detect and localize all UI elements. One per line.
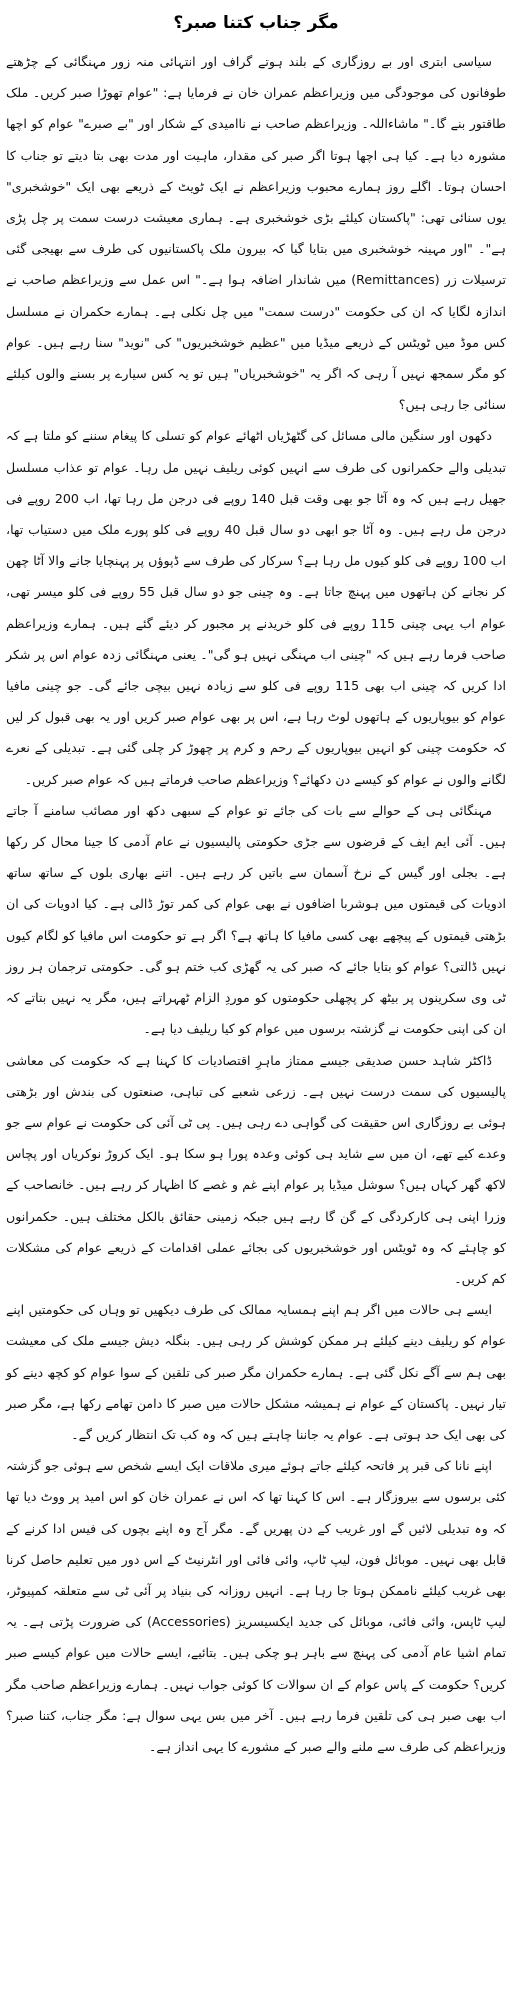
article-paragraph: ڈاکٹر شاہد حسن صدیقی جیسے ممتاز ماہرِ اقتصادیات کا کہنا ہے کہ حکومت کی معاشی پالیسیوں کی سمت درست نہیں ہے۔ زرعی شعبے کی تباہی، صنعتوں کی بندش اور بڑھتی ہوئی بے روزگاری اس حقیقت کی گواہی دے رہی ہیں۔ پی ٹی آئی کی حکومت نے عوام سے جو وعدے کیے تھے، ان میں سے شاید ہی کوئی وعدہ پورا ہو سکا ہو۔ ایک کروڑ نوکریاں اور پچاس لاکھ گھر کہاں ہیں؟ سوشل میڈیا پر عوام اپنے غم و غصے کا اظہار کر رہے ہیں۔ خانصاحب کے وزرا اپنی ہی کارکردگی کے گن گا رہے ہیں جبکہ زمینی حقائق بالکل مختلف ہیں۔ حکمرانوں کو چاہئے کہ وہ ٹویٹس اور خوشخبریوں کی بجائے عملی اقدامات کے ذریعے عوام کی مشکلات کم کریں۔ <box>6 1052 506 1286</box>
article-paragraph: سیاسی ابتری اور بے روزگاری کے بلند ہوتے گراف اور انتہائی منہ زور مہنگائی کے چڑھتے طوفانوں کی موجودگی میں وزیراعظم عمران خان نے فرمایا ہے: "عوام تھوڑا صبر کریں۔ ملک طاقتور بنے گا۔" ماشاءاللہ۔ وزیراعظم صاحب نے ناامیدی کے شکار اور "بے صبرے" عوام کو اچھا مشورہ دیا ہے۔ کیا ہی اچھا ہوتا اگر صبر کی مقدار، ماہیت اور مدت بھی بتا دیتے تو جناب کا احسان ہوتا۔ اگلے روز ہمارے محبوب وزیراعظم نے ایک ٹویٹ کے ذریعے بھی ایک "خوشخبری" یوں سنائی تھی: "پاکستان کیلئے بڑی خوشخبری ہے۔ ہماری معیشت درست سمت پر چل پڑی ہے"۔ "اور مہینہ خوشخبری میں بتایا گیا کہ بیرون ملک پاکستانیوں کی طرف سے بھیجی گئی ترسیلات زر (Remittances) میں شاندار اضافہ ہوا ہے۔" اس عمل سے وزیراعظم صاحب نے اندازہ لگایا کہ ان کی حکومت "درست سمت" میں چل نکلی ہے۔ ہمارے حکمران نے مسلسل کس موڈ میں ٹویٹس کے ذریعے میڈیا میں "عظیم خوشخبریوں" کی "نوید" سنا رہے ہیں۔ عوام کو مگر سمجھ نہیں آ رہی کہ اگر یہ "خوشخبریاں" ہیں تو یہ کس سیارے پر بسنے والوں کیلئے سنائی جا رہی ہیں؟ <box>6 54 506 413</box>
article-paragraph: مہنگائی ہی کے حوالے سے بات کی جائے تو عوام کے سبھی دکھ اور مصائب سامنے آ جاتے ہیں۔ آئی ایم ایف کے قرضوں سے جڑی حکومتی پالیسیوں نے عام آدمی کا جینا محال کر رکھا ہے۔ بجلی اور گیس کے نرخ آسمان سے باتیں کر رہے ہیں۔ اتنے بھاری بلوں کے ساتھ ساتھ ادویات کی قیمتوں میں ہوشربا اضافوں نے بھی عوام کی کمر توڑ ڈالی ہے۔ کیا ادویات کی ان بڑھتی قیمتوں کے پیچھے بھی کسی مافیا کا ہاتھ ہے؟ اگر ہے تو حکومت اس مافیا کو لگام کیوں نہیں ڈالتی؟ عوام کو بتایا جائے کہ صبر کی یہ گھڑی کب ختم ہو گی۔ حکومتی ترجمان ہر روز ٹی وی سکرینوں پر بیٹھ کر پچھلی حکومتوں کو موردِ الزام ٹھہراتے ہیں، مگر یہ نہیں بتاتے کہ ان کی اپنی حکومت نے گزشتہ برسوں میں عوام کو کیا ریلیف دیا ہے۔ <box>6 802 506 1037</box>
article-paragraph: اپنے نانا کی قبر پر فاتحہ کیلئے جاتے ہوئے میری ملاقات ایک ایسے شخص سے ہوئی جو گزشتہ کئی برسوں سے بیروزگار ہے۔ اس کا کہنا تھا کہ اس نے عمران خان کو اس امید پر ووٹ دیا تھا کہ وہ تبدیلی لائیں گے اور غریب کے دن پھریں گے۔ مگر آج وہ اپنے بچوں کی فیس ادا کرنے کے قابل بھی نہیں۔ موبائل فون، لیپ ٹاپ، وائی فائی اور انٹرنیٹ کے اس دور میں تعلیم حاصل کرنا بھی غریب کیلئے ناممکن ہوتا جا رہا ہے۔ انہیں روزانہ کی بنیاد پر آئی ٹی سے متعلقہ کمپیوٹر، لیپ ٹاپس، وائی فائی، موبائل کی جدید ایکسیسریز (Accessories) کی ضرورت پڑتی ہے۔ یہ تمام اشیا عام آدمی کی پہنچ سے باہر ہو چکی ہیں۔ بتائیے، ایسے حالات میں عوام کیسے صبر کریں؟ حکومت کے پاس عوام کے ان سوالات کا کوئی جواب نہیں۔ ہمارے وزیراعظم صاحب مگر اب بھی صبر ہی کی تلقین فرما رہے ہیں۔ آخر میں بس یہی سوال ہے: مگر جناب، کتنا صبر؟ وزیراعظم کی طرف سے ملنے والے صبر کے مشورے کا یہی انداز ہے۔ <box>6 1458 506 1754</box>
article-headline: مگر جناب کتنا صبر؟ <box>173 13 339 33</box>
article-body <box>6 46 506 1762</box>
article-paragraph: دکھوں اور سنگین مالی مسائل کی گٹھڑیاں اٹھائے عوام کو تسلی کا پیغام سننے کو ملتا ہے کہ تبدیلی والے حکمرانوں کی طرف سے انہیں کوئی ریلیف نہیں مل رہا۔ عوام تو عذاب مسلسل جھیل رہے ہیں کہ وہ آٹا جو بھی وقت قبل 140 روپے فی درجن مل رہا تھا، اب 200 روپے فی درجن مل رہے ہیں۔ وہ آٹا جو ابھی دو سال قبل 40 روپے فی کلو پورے ملک میں دستیاب تھا، اب 100 روپے فی کلو کیوں مل رہا ہے؟ سرکار کی طرف سے ڈپوؤں پر پہنچایا جانے والا آٹا چھن کر نجانے کن ہاتھوں میں پہنچ جاتا ہے۔ وہ چینی جو دو سال قبل 55 روپے فی کلو میسر تھی، عوام اب یہی چینی 115 روپے فی کلو خریدنے پر مجبور کر دیئے گئے ہیں۔ ہمارے وزیراعظم صاحب فرما رہے ہیں کہ "چینی اب مہنگی نہیں ہو گی"۔ یعنی مہنگائی زدہ عوام اس پر شکر ادا کریں کہ چینی اب بھی 115 روپے فی کلو سے زیادہ نہیں بیچی جائے گی۔ جو چینی مافیا عوام کو بیوپاریوں کے ہاتھوں لوٹ رہا ہے، اس پر بھی عوام صبر کریں اور یہ بھی قبول کر لیں کہ حکومت چینی کو انہیں بیوپاریوں کے رحم و کرم پر چھوڑ کر چلی گئی ہے۔ تبدیلی کے نعرے لگانے والوں نے عوام کو کیسے دن دکھائے؟ وزیراعظم صاحب فرماتے ہیں کہ عوام صبر کریں۔ <box>6 428 506 787</box>
article-paragraph: ایسے ہی حالات میں اگر ہم اپنے ہمسایہ ممالک کی طرف دیکھیں تو وہاں کی حکومتیں اپنے عوام کو ریلیف دینے کیلئے ہر ممکن کوشش کر رہی ہیں۔ بنگلہ دیش جیسے ملک کی معیشت بھی ہم سے آگے نکل گئی ہے۔ ہمارے حکمران مگر صبر کی تلقین کے سوا عوام کو کچھ دینے کو تیار نہیں۔ پاکستان کے عوام نے ہمیشہ مشکل حالات میں صبر کا دامن تھامے رکھا ہے، مگر صبر کی بھی ایک حد ہوتی ہے۔ عوام یہ جاننا چاہتے ہیں کہ وہ کب تک انتظار کریں گے۔ <box>6 1302 506 1442</box>
